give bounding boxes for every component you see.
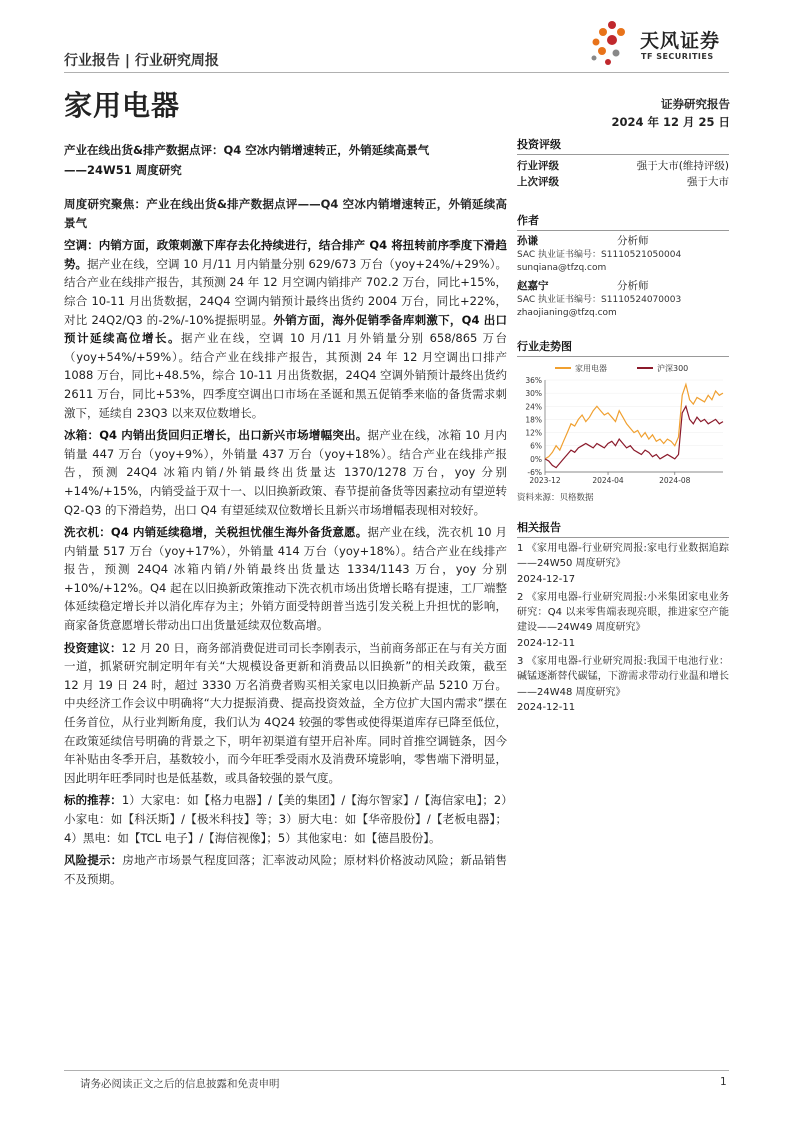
- risk-text: 房地产市场景气程度回落；汇率波动风险；原材料价格波动风险；新品销售不及预期。: [64, 853, 507, 886]
- y-tick-label: 0%: [530, 454, 542, 464]
- x-tick-label: 2024-08: [659, 476, 691, 485]
- author-1-name: 孙谦: [517, 235, 538, 247]
- fridge-text: 据产业在线，冰箱 10 月内销量 447 万台（yoy+9%），外销量 437 万台（yoy+18%）。结合产业在线排产报告，预测 24Q4 冰箱内销/外销最终出货量达 1370/1278 万台，yoy 分别+14%/+15%，内销受益于双十一、以旧换新政策、春节提前备货等因素拉动有望逆转 Q2-Q3 的下滑趋势，出口 Q4 有望延续双位数增长且新兴市场增幅表现相对较好。: [64, 428, 508, 517]
- invest-text: 12 月 20 日，商务部消费促进司司长李刚表示，当前商务部正在与有关方面一道，抓紧研究制定明年有关“大规模设备更新和消费品以旧换新”的相关政策，截至 12 月 19 日 24 时，超过 3330 万名消费者购买相关家电以旧换新产品 5210 万台。中央经济工作会议中明确将“大力提振消费、提高投资效益，全方位扩大国内需求”摆在任务首位，从行业判断角度，我们认为 4Q24 较强的零售或使得渠道库存已降至低位，在政策延续信号明确的背景之下，明年初渠道有望开启补库。同时首推空调链条，因今年补贴由冬季开启，基数较小，而今年旺季受雨水及消费环境影响，零售端下滑明显，因此明年旺季同时也是低基数，或具备较强的景气度。: [64, 640, 508, 785]
- chart-lines: [545, 384, 723, 467]
- footer-divider: [64, 1070, 729, 1071]
- rating-key-2: 上次评级: [517, 176, 559, 188]
- ac-paragraph: [64, 236, 507, 422]
- rating-value-1: 强于大市(维持评级): [636, 160, 729, 172]
- page-number: 1: [720, 1076, 727, 1088]
- y-tick-label: 18%: [525, 415, 542, 425]
- author-1-role: 分析师: [617, 235, 649, 247]
- y-tick-label: 30%: [525, 389, 542, 399]
- chart-axes: [525, 376, 723, 485]
- header-divider: [64, 72, 729, 73]
- sidebar: [517, 136, 729, 718]
- ac-bold-2: 外销方面，海外促销季备库刺激下，Q4 出口预计延续高位增长。: [64, 312, 507, 346]
- related-date-3: 2024-12-11: [517, 701, 576, 713]
- washer-text: 据产业在线，洗衣机 10 月内销量 517 万台（yoy+17%），外销量 414 万台（yoy+18%）。结合产业在线排产报告，预测 24Q4 冰箱内销/外销最终出货量达 1334/1143 万台，yoy 分别+10%/+12%。Q4 起在以旧换新政策推动下洗衣机市场出货增长略有提速，工厂端整体延续稳定增长并以消化库存为主；外销方面受特朗普当选引发关税上升担忧的影响，商家备货意愿增长带动出口出货量延续双位数高增。: [64, 525, 508, 633]
- series-line-csi300: [545, 406, 723, 467]
- focus-paragraph: 周度研究聚焦：产业在线出货&排产数据点评——Q4 空冰内销增速转正，外销延续高景气: [64, 197, 507, 230]
- x-tick-label: 2023-12: [529, 476, 561, 485]
- author-1: [517, 234, 729, 249]
- invest-paragraph: [64, 639, 507, 788]
- invest-bold: 投资建议：: [64, 640, 122, 655]
- x-tick-label: 2024-04: [592, 476, 624, 485]
- author-2: [517, 279, 729, 294]
- recommend-paragraph: [64, 791, 507, 847]
- report-type: 证券研究报告: [661, 97, 730, 111]
- industry-trend-chart: [517, 360, 729, 488]
- author-2-role: 分析师: [617, 280, 649, 292]
- sector-title: 家用电器: [64, 89, 181, 122]
- washer-paragraph: [64, 523, 507, 635]
- author-2-name: 赵嘉宁: [517, 280, 549, 292]
- author-2-sac: SAC 执业证书编号：S1110524070003: [517, 295, 682, 305]
- footer-disclaimer: 请务必阅读正文之后的信息披露和免责申明: [80, 1078, 280, 1090]
- author-1-sac: SAC 执业证书编号：S1110521050004: [517, 250, 682, 260]
- trend-title: 行业走势图: [517, 338, 729, 357]
- headline: [64, 140, 504, 180]
- ac-bold-1: 空调：内销方面，政策刺激下库存去化持续进行，结合排产 Q4 将扭转前序季度下滑趋势。: [64, 238, 507, 271]
- author-1-email[interactable]: sunqiana@tfzq.com: [517, 263, 607, 273]
- author-2-email[interactable]: zhaojianing@tfzq.com: [517, 308, 617, 318]
- risk-bold: 风险提示：: [64, 853, 123, 868]
- logo-text-cn: 天风证券: [640, 30, 721, 52]
- ac-text-1: 据产业在线，空调 10 月/11 月内销量分别 629/673 万台（yoy+24%/+29%）。结合产业在线排产报告，其预测 24 年 12 月空调内销排产 702.2 万台，同比+15%，综合 10-11 月出货数据，24Q4 空调内销预计最终出货约 2004 万台，同比+22%，对比 24Q2/Q3 的-2%/-10%提振明显。: [64, 256, 507, 327]
- ac-text-2: 据产业在线，空调 10 月/11 月外销量分别 658/865 万台（yoy+54%/+59%）。结合产业在线排产报告，其预测 24 年 12 月空调出口排产 1088 万台，同比+48.5%，综合 10-11 月出货数据，24Q4 空调外销预计最终出货约 2611 万台，同比+53%，四季度空调出口市场在圣诞和黑五促销季来临的备货需求刺激下，延续自 23Q3 以来双位数增长。: [64, 331, 508, 420]
- rating-row-current: [517, 158, 729, 174]
- main-body: [64, 195, 507, 892]
- series-line-home-appliances: [545, 384, 723, 459]
- y-tick-label: 12%: [525, 428, 542, 438]
- headline-line1: 产业在线出货&排产数据点评：Q4 空冰内销增速转正，外销延续高景气: [64, 143, 430, 157]
- legend-label: 沪深300: [657, 364, 689, 373]
- logo-text-en: TF SECURITIES: [641, 52, 714, 61]
- rating-key-1: 行业评级: [517, 160, 559, 172]
- related-item-3[interactable]: 3 《家用电器-行业研究周报:我国干电池行业：碱锰逐渐替代碳锰，下游需求带动行业温和增长——24W48 周度研究》: [517, 656, 729, 698]
- fridge-bold: 冰箱：Q4 内销出货回归正增长，出口新兴市场增幅突出。: [64, 428, 368, 443]
- recommend-text: 1）大家电：如【格力电器】/【美的集团】/【海尔智家】/【海信家电】；2）小家电：如【科沃斯】/【极米科技】等；3）厨大电：如【华帝股份】/【老板电器】；4）黑电：如【TCL 电子】/【海信视像】；5）其他家电：如【德昌股份】。: [64, 793, 507, 845]
- y-tick-label: 6%: [530, 441, 542, 451]
- y-tick-label: -6%: [527, 468, 542, 477]
- related-date-1: 2024-12-17: [517, 573, 576, 585]
- rating-title: 投资评级: [517, 136, 729, 155]
- headline-line2: ——24W51 周度研究: [64, 163, 182, 177]
- related-title: 相关报告: [517, 519, 729, 538]
- y-tick-label: 24%: [525, 402, 542, 412]
- washer-bold: 洗衣机：Q4 内销延续稳增，关税担忧催生海外备货意愿。: [64, 525, 368, 540]
- rating-row-previous: [517, 174, 729, 190]
- related-list: [517, 541, 729, 715]
- related-item-2[interactable]: 2 《家用电器-行业研究周报:小米集团家电业务研究：Q4 以来零售端表现亮眼，推进家空产能建设——24W49 周度研究》: [517, 591, 729, 634]
- recommend-bold: 标的推荐：: [64, 793, 122, 808]
- legend-label: 家用电器: [575, 364, 607, 373]
- risk-paragraph: [64, 851, 507, 888]
- tf-logo-icon: [586, 18, 638, 70]
- report-category: 行业报告 | 行业研究周报: [64, 53, 219, 69]
- chart-source: 资料来源：贝格数据: [517, 493, 594, 503]
- author-title: 作者: [517, 212, 729, 231]
- report-date: 2024 年 12 月 25 日: [611, 115, 730, 129]
- y-tick-label: 36%: [525, 376, 542, 385]
- related-item-1[interactable]: 1 《家用电器-行业研究周报:家电行业数据追踪——24W50 周度研究》: [517, 543, 729, 570]
- chart-legend: [555, 363, 688, 373]
- fridge-paragraph: [64, 426, 507, 519]
- rating-value-2: 强于大市: [687, 176, 729, 188]
- related-date-2: 2024-12-11: [517, 637, 576, 649]
